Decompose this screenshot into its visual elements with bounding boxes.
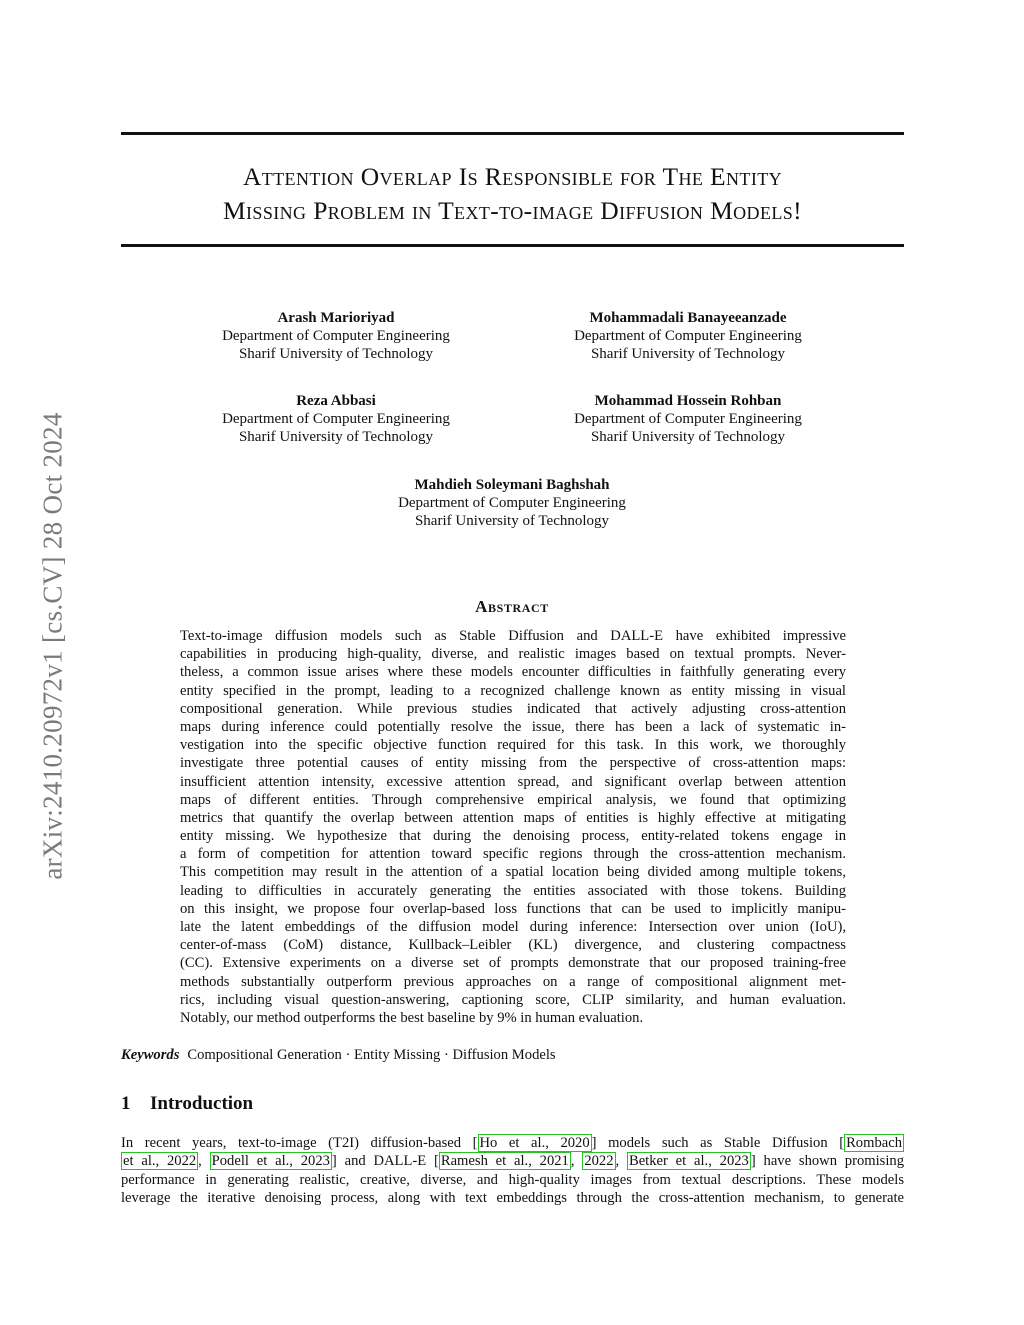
abstract-heading: Abstract (475, 597, 549, 616)
section-number: 1 (121, 1093, 131, 1114)
title-line-1: Attention Overlap Is Responsible for The Entity (242, 162, 783, 191)
arxiv-identifier: arXiv:2410.20972v1 [cs.CV] 28 Oct 2024 (37, 412, 68, 880)
abstract-line: methods substantially outperform previous approaches on a range of compositional alignment met- (180, 973, 846, 990)
abstract-line: entity specified in the prompt, leading to a recognized challenge known as entity missing in visual (180, 682, 846, 699)
abstract-line: capabilities in producing high-quality, diverse, and realistic images based on textual prompts. Never- (180, 646, 846, 663)
abstract-line: investigate three potential causes of entity missing from the perspective of cross-attention maps: (180, 755, 846, 772)
abstract-body (180, 627, 846, 1027)
abstract-line: entity missing. We hypothesize that during the denoising process, entity-related tokens engage in (180, 828, 846, 845)
abstract-line: Text-to-image diffusion models such as Stable Diffusion and DALL-E have exhibited impressive (180, 628, 846, 644)
abstract-line: insufficient attention intensity, excessive attention spread, and significant overlap between attention (180, 773, 846, 790)
abstract-line: leading to difficulties in accurately generating the entities associated with those tokens. Building (180, 882, 846, 899)
intro-text: , (198, 1153, 210, 1170)
abstract-line: theless, a common issue arises where these models encounter difficulties in faithfully generating every (180, 664, 846, 681)
title-rule-top (121, 132, 904, 135)
author-block (156, 392, 516, 446)
intro-text: , (615, 1153, 627, 1170)
intro-text: In recent years, text-to-image (T2I) diffusion-based [ (121, 1135, 478, 1151)
abstract-line: This competition may result in the attention of a spatial location being divided among multiple tokens, (180, 864, 846, 881)
citation-link[interactable]: Podell et al., 2023 (211, 1153, 330, 1170)
author-block (508, 309, 868, 363)
citation-link[interactable]: Ramesh et al., 2021 (440, 1153, 569, 1170)
author-name: Mohammadali Banayeeanzade (589, 310, 787, 326)
title-line-2: Missing Problem in Text-to-image Diffusion Models! (222, 196, 803, 225)
citation-link[interactable]: et al., 2022 (123, 1153, 197, 1170)
author-block (508, 392, 868, 446)
abstract-line: metrics that quantify the overlap between attention maps of entities is highly effective at mitigating (180, 809, 846, 826)
intro-text: ] have shown promising (750, 1153, 904, 1170)
paper-title (121, 160, 904, 228)
citation-link[interactable]: 2022 (584, 1153, 614, 1170)
intro-body (121, 1134, 904, 1208)
title-rule-bottom (121, 244, 904, 247)
abstract-line: a form of competition for attention toward specific regions through the cross-attention mechanism. (180, 846, 846, 863)
intro-text: , (570, 1153, 583, 1170)
abstract-line: vestigation into the specific objective function required for this task. In this work, we thoroughly (180, 737, 846, 754)
intro-line: performance in generating realistic, creative, diverse, and high-quality images from textual descriptions. These models (121, 1171, 904, 1188)
intro-line: leverage the iterative denoising process, along with text embeddings through the cross-attention mechanism, to generate (121, 1190, 904, 1207)
abstract-line: late the latent embeddings of the diffusion model during inference: Intersection over union (IoU), (180, 919, 846, 935)
author-name: Arash Marioriyad (277, 310, 395, 326)
author-university: Sharif University of Technology (238, 429, 434, 445)
citation-link[interactable]: Rombach (846, 1135, 902, 1151)
intro-text: ] models such as Stable Diffusion [ (591, 1135, 845, 1151)
citation-link[interactable]: Betker et al., 2023 (628, 1153, 749, 1170)
author-department: Department of Computer Engineering (398, 495, 626, 511)
intro-line (121, 1134, 904, 1152)
abstract-line: center-of-mass (CoM) distance, Kullback–Leibler (KL) divergence, and clustering compactness (180, 937, 846, 954)
abstract-line: maps during inference could potentially resolve the issue, there has been a lack of systematic in- (180, 718, 846, 735)
section-title: Introduction (150, 1093, 254, 1114)
author-name: Mahdieh Soleymani Baghshah (414, 477, 610, 493)
abstract-line: rics, including visual question-answering, captioning score, CLIP similarity, and human evaluation. (180, 991, 846, 1008)
author-university: Sharif University of Technology (414, 513, 610, 529)
abstract-line: on this insight, we propose four overlap-based loss functions that can be used to implicitly manipu- (180, 900, 846, 917)
abstract-line: compositional generation. While previous studies indicated that actively adjusting cross-attention (180, 700, 846, 717)
citation-link[interactable]: Ho et al., 2020 (479, 1135, 590, 1151)
abstract-line: Notably, our method outperforms the best baseline by 9% in human evaluation. (180, 1009, 644, 1026)
author-department: Department of Computer Engineering (222, 411, 450, 427)
author-department: Department of Computer Engineering (574, 328, 802, 344)
abstract-line: maps of different entities. Through comprehensive empirical analysis, we found that optimizing (180, 791, 846, 808)
author-university: Sharif University of Technology (238, 346, 434, 362)
author-university: Sharif University of Technology (590, 346, 786, 362)
keywords (121, 1047, 556, 1064)
keywords-text: Compositional Generation · Entity Missing · Diffusion Models (187, 1047, 556, 1063)
intro-text: ] and DALL-E [ (331, 1153, 439, 1170)
author-name: Reza Abbasi (296, 393, 376, 409)
author-department: Department of Computer Engineering (222, 328, 450, 344)
author-block (156, 309, 516, 363)
keywords-label: Keywords (121, 1047, 180, 1063)
author-university: Sharif University of Technology (590, 429, 786, 445)
intro-line (121, 1152, 904, 1170)
abstract-line: (CC). Extensive experiments on a diverse set of prompts demonstrate that our proposed training-free (180, 955, 846, 972)
author-department: Department of Computer Engineering (574, 411, 802, 427)
author-block (332, 476, 692, 530)
author-name: Mohammad Hossein Rohban (594, 393, 782, 409)
section-heading (121, 1093, 253, 1115)
